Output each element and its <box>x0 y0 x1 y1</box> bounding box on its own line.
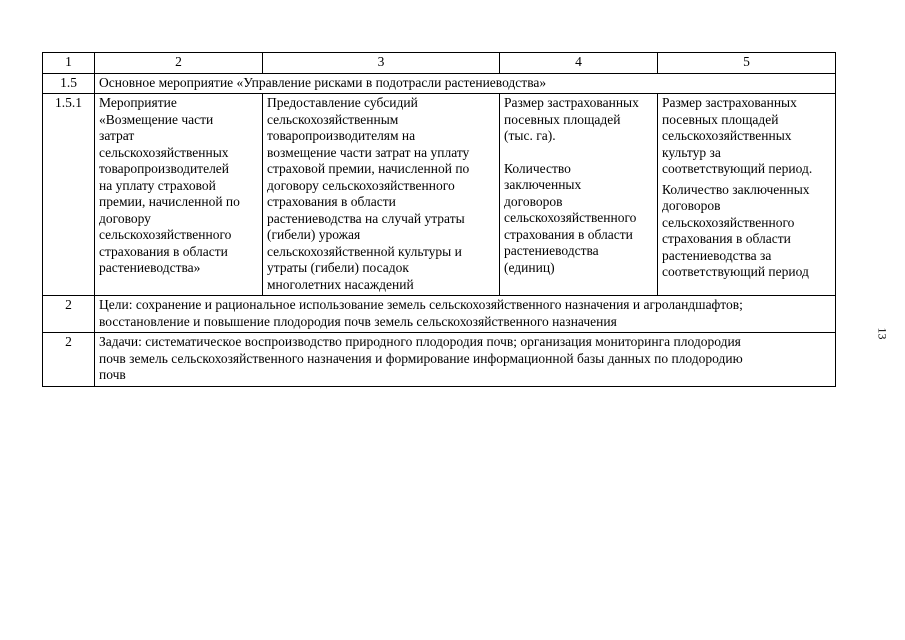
definition-area: Размер застрахованных посевных площадей сельскохозяйственных культур за соответствующий период. <box>662 95 813 176</box>
table-row-1-5-1 <box>43 94 836 296</box>
indicator-contracts: Количество заключенных договоров сельскохозяйственного страхования в области растениеводства (единиц) <box>504 160 637 275</box>
page-number: 13 <box>875 327 890 340</box>
row-number: 1.5.1 <box>43 94 95 296</box>
activity-name-cell: Мероприятие «Возмещение части затрат сельскохозяйственных товаропроизводителей на уплату страховой премии, начисленной по договору сельскохозяйственного страхования в области растениеводства» <box>95 94 263 296</box>
header-col-3: 3 <box>263 53 500 74</box>
header-col-2: 2 <box>95 53 263 74</box>
indicator-area: Размер застрахованных посевных площадей (тыс. га). <box>504 95 639 143</box>
row-number: 1.5 <box>43 73 95 94</box>
table-row-1-5 <box>43 73 836 94</box>
row-number: 2 <box>43 296 95 333</box>
header-col-5: 5 <box>658 53 836 74</box>
program-table <box>42 52 836 387</box>
table-row-goals <box>43 296 836 333</box>
header-col-1: 1 <box>43 53 95 74</box>
indicator-definition-cell <box>658 94 836 296</box>
table-row-tasks <box>43 333 836 387</box>
goals-text: Цели: сохранение и рациональное использование земель сельскохозяйственного назначения и агроландшафтов; восстановление и повышение плодородия почв земель сельскохозяйственного назначения <box>95 296 836 333</box>
indicator-cell <box>500 94 658 296</box>
main-activity-title: Основное мероприятие «Управление рисками в подотрасли растениеводства» <box>95 73 836 94</box>
header-row <box>43 53 836 74</box>
definition-contracts: Количество заключенных договоров сельскохозяйственного страхования в области растениеводства за соответствующий период <box>662 181 810 279</box>
tasks-text: Задачи: систематическое воспроизводство природного плодородия почв; организация мониторинга плодородия почв земель сельскохозяйственного назначения и формирование информационной базы данных по плодородию почв <box>95 333 836 387</box>
activity-description-cell: Предоставление субсидий сельскохозяйственным товаропроизводителям на возмещение части затрат на уплату страховой премии, начисленной по договору сельскохозяйственного страхования в области растениеводства на случай утраты (гибели) урожая сельскохозяйственной культуры и утраты (гибели) посадок многолетних насаждений <box>263 94 500 296</box>
row-number: 2 <box>43 333 95 387</box>
header-col-4: 4 <box>500 53 658 74</box>
